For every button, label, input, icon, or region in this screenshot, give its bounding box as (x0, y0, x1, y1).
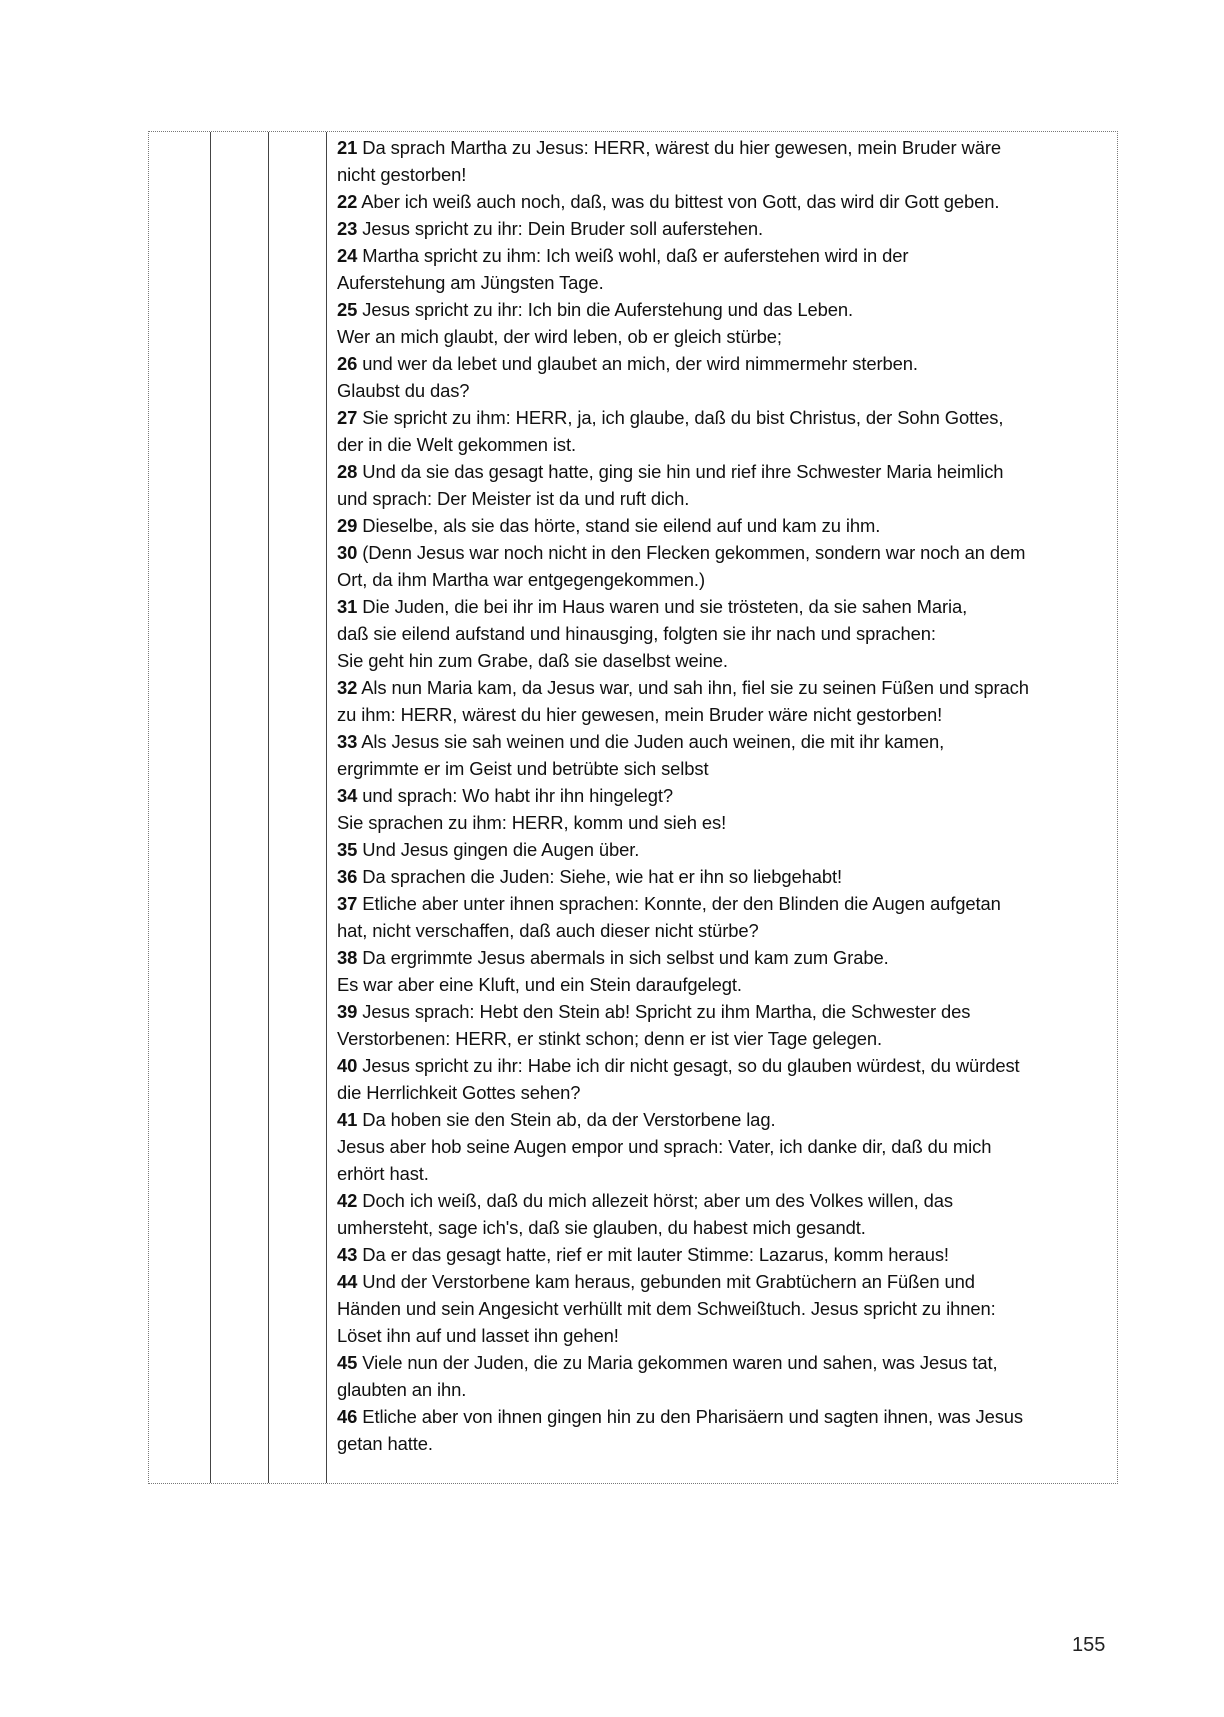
verse-line (337, 1160, 1107, 1187)
verse-text: Als Jesus sie sah weinen und die Juden auch weinen, die mit ihr kamen, (361, 731, 945, 752)
verse-line (337, 215, 1107, 242)
verse-text: Da er das gesagt hatte, rief er mit lauter Stimme: Lazarus, komm heraus! (362, 1244, 949, 1265)
verse-line (337, 1133, 1107, 1160)
verse-text-cell (337, 134, 1107, 1457)
verse-line (337, 1376, 1107, 1403)
verse-number: 27 (337, 407, 358, 428)
column-divider (326, 132, 327, 1483)
verse-line (337, 404, 1107, 431)
verse-number: 30 (337, 542, 358, 563)
verse-text: getan hatte. (337, 1433, 433, 1454)
verse-text: Auferstehung am Jüngsten Tage. (337, 272, 604, 293)
verse-text: daß sie eilend aufstand und hinausging, folgten sie ihr nach und sprachen: (337, 623, 936, 644)
verse-line (337, 539, 1107, 566)
verse-text: Die Juden, die bei ihr im Haus waren und sie trösteten, da sie sahen Maria, (362, 596, 968, 617)
verse-line (337, 944, 1107, 971)
verse-text: Da hoben sie den Stein ab, da der Verstorbene lag. (362, 1109, 776, 1130)
verse-text: Da ergrimmte Jesus abermals in sich selbst und kam zum Grabe. (362, 947, 889, 968)
verse-text: Und Jesus gingen die Augen über. (362, 839, 640, 860)
verse-line (337, 890, 1107, 917)
verse-number: 45 (337, 1352, 358, 1373)
verse-text: Sie spricht zu ihm: HERR, ja, ich glaube, daß du bist Christus, der Sohn Gottes, (362, 407, 1004, 428)
verse-number: 46 (337, 1406, 358, 1427)
verse-number: 21 (337, 137, 358, 158)
verse-text: Und der Verstorbene kam heraus, gebunden mit Grabtüchern an Füßen und (362, 1271, 975, 1292)
verse-line (337, 620, 1107, 647)
verse-text: (Denn Jesus war noch nicht in den Flecken gekommen, sondern war noch an dem (362, 542, 1026, 563)
verse-text: Und da sie das gesagt hatte, ging sie hin und rief ihre Schwester Maria heimlich (362, 461, 1004, 482)
verse-text: Etliche aber unter ihnen sprachen: Konnte, der den Blinden die Augen aufgetan (362, 893, 1001, 914)
verse-number: 29 (337, 515, 358, 536)
verse-number: 26 (337, 353, 358, 374)
verse-line (337, 566, 1107, 593)
verse-text: Da sprach Martha zu Jesus: HERR, wärest du hier gewesen, mein Bruder wäre (362, 137, 1001, 158)
verse-text: und wer da lebet und glaubet an mich, der wird nimmermehr sterben. (362, 353, 918, 374)
verse-line (337, 782, 1107, 809)
verse-number: 22 (337, 191, 358, 212)
verse-text: nicht gestorben! (337, 164, 467, 185)
verse-table (148, 131, 1118, 1484)
verse-number: 28 (337, 461, 358, 482)
verse-text: Jesus aber hob seine Augen empor und sprach: Vater, ich danke dir, daß du mich (337, 1136, 992, 1157)
verse-line (337, 1322, 1107, 1349)
column-divider (268, 132, 269, 1483)
verse-text: Aber ich weiß auch noch, daß, was du bittest von Gott, das wird dir Gott geben. (361, 191, 1000, 212)
verse-number: 36 (337, 866, 358, 887)
verse-text: der in die Welt gekommen ist. (337, 434, 577, 455)
verse-line (337, 836, 1107, 863)
verse-line (337, 458, 1107, 485)
verse-line (337, 377, 1107, 404)
verse-text: Es war aber eine Kluft, und ein Stein daraufgelegt. (337, 974, 742, 995)
verse-line (337, 350, 1107, 377)
verse-number: 37 (337, 893, 358, 914)
verse-text: Jesus spricht zu ihr: Habe ich dir nicht gesagt, so du glauben würdest, du würdest (362, 1055, 1020, 1076)
verse-text: ergrimmte er im Geist und betrübte sich selbst (337, 758, 709, 779)
verse-line (337, 485, 1107, 512)
verse-line (337, 269, 1107, 296)
verse-line (337, 296, 1107, 323)
verse-text: hat, nicht verschaffen, daß auch dieser nicht stürbe? (337, 920, 759, 941)
verse-line (337, 647, 1107, 674)
verse-line (337, 1349, 1107, 1376)
verse-text: Etliche aber von ihnen gingen hin zu den Pharisäern und sagten ihnen, was Jesus (362, 1406, 1024, 1427)
verse-line (337, 1187, 1107, 1214)
verse-text: Doch ich weiß, daß du mich allezeit hörst; aber um des Volkes willen, das (362, 1190, 953, 1211)
verse-text: Viele nun der Juden, die zu Maria gekommen waren und sahen, was Jesus tat, (362, 1352, 998, 1373)
verse-line (337, 1268, 1107, 1295)
verse-number: 25 (337, 299, 358, 320)
verse-text: erhört hast. (337, 1163, 429, 1184)
verse-text: glaubten an ihn. (337, 1379, 467, 1400)
verse-text: Da sprachen die Juden: Siehe, wie hat er ihn so liebgehabt! (362, 866, 843, 887)
verse-text: Händen und sein Angesicht verhüllt mit dem Schweißtuch. Jesus spricht zu ihnen: (337, 1298, 996, 1319)
verse-text: die Herrlichkeit Gottes sehen? (337, 1082, 581, 1103)
verse-number: 23 (337, 218, 358, 239)
verse-line (337, 1106, 1107, 1133)
verse-line (337, 593, 1107, 620)
verse-line (337, 1025, 1107, 1052)
verse-text: und sprach: Der Meister ist da und ruft dich. (337, 488, 690, 509)
verse-line (337, 1214, 1107, 1241)
verse-line (337, 431, 1107, 458)
verse-line (337, 1295, 1107, 1322)
verse-text: und sprach: Wo habt ihr ihn hingelegt? (362, 785, 674, 806)
verse-line (337, 863, 1107, 890)
verse-number: 31 (337, 596, 358, 617)
verse-text: Jesus spricht zu ihr: Ich bin die Auferstehung und das Leben. (362, 299, 854, 320)
verse-text: Glaubst du das? (337, 380, 470, 401)
verse-text: Martha spricht zu ihm: Ich weiß wohl, daß er auferstehen wird in der (362, 245, 909, 266)
verse-line (337, 998, 1107, 1025)
column-divider (210, 132, 211, 1483)
verse-number: 35 (337, 839, 358, 860)
verse-line (337, 1079, 1107, 1106)
verse-line (337, 242, 1107, 269)
verse-number: 41 (337, 1109, 358, 1130)
verse-number: 40 (337, 1055, 358, 1076)
verse-text: Jesus spricht zu ihr: Dein Bruder soll auferstehen. (362, 218, 763, 239)
page-number: 155 (1072, 1634, 1106, 1656)
verse-line (337, 1052, 1107, 1079)
verse-line (337, 755, 1107, 782)
verse-line (337, 512, 1107, 539)
verse-text: Ort, da ihm Martha war entgegengekommen.) (337, 569, 705, 590)
verse-line (337, 809, 1107, 836)
verse-text: Verstorbenen: HERR, er stinkt schon; denn er ist vier Tage gelegen. (337, 1028, 882, 1049)
verse-line (337, 701, 1107, 728)
verse-text: Dieselbe, als sie das hörte, stand sie eilend auf und kam zu ihm. (362, 515, 881, 536)
verse-line (337, 323, 1107, 350)
verse-text: Löset ihn auf und lasset ihn gehen! (337, 1325, 619, 1346)
verse-text: Sie geht hin zum Grabe, daß sie daselbst weine. (337, 650, 728, 671)
verse-line (337, 161, 1107, 188)
verse-line (337, 728, 1107, 755)
verse-number: 43 (337, 1244, 358, 1265)
verse-text: umhersteht, sage ich's, daß sie glauben, du habest mich gesandt. (337, 1217, 866, 1238)
verse-line (337, 1430, 1107, 1457)
verse-line (337, 1241, 1107, 1268)
verse-line (337, 1403, 1107, 1430)
verse-number: 44 (337, 1271, 358, 1292)
verse-number: 24 (337, 245, 358, 266)
verse-text: Wer an mich glaubt, der wird leben, ob er gleich stürbe; (337, 326, 782, 347)
verse-number: 42 (337, 1190, 358, 1211)
verse-line (337, 917, 1107, 944)
verse-number: 32 (337, 677, 358, 698)
verse-line (337, 188, 1107, 215)
verse-number: 34 (337, 785, 358, 806)
verse-text: Als nun Maria kam, da Jesus war, und sah ihn, fiel sie zu seinen Füßen und sprach (361, 677, 1029, 698)
verse-line (337, 674, 1107, 701)
verse-text: zu ihm: HERR, wärest du hier gewesen, mein Bruder wäre nicht gestorben! (337, 704, 943, 725)
verse-number: 33 (337, 731, 358, 752)
verse-number: 38 (337, 947, 358, 968)
verse-line (337, 971, 1107, 998)
verse-number: 39 (337, 1001, 358, 1022)
verse-text: Sie sprachen zu ihm: HERR, komm und sieh es! (337, 812, 727, 833)
verse-text: Jesus sprach: Hebt den Stein ab! Spricht zu ihm Martha, die Schwester des (362, 1001, 971, 1022)
verse-line (337, 134, 1107, 161)
